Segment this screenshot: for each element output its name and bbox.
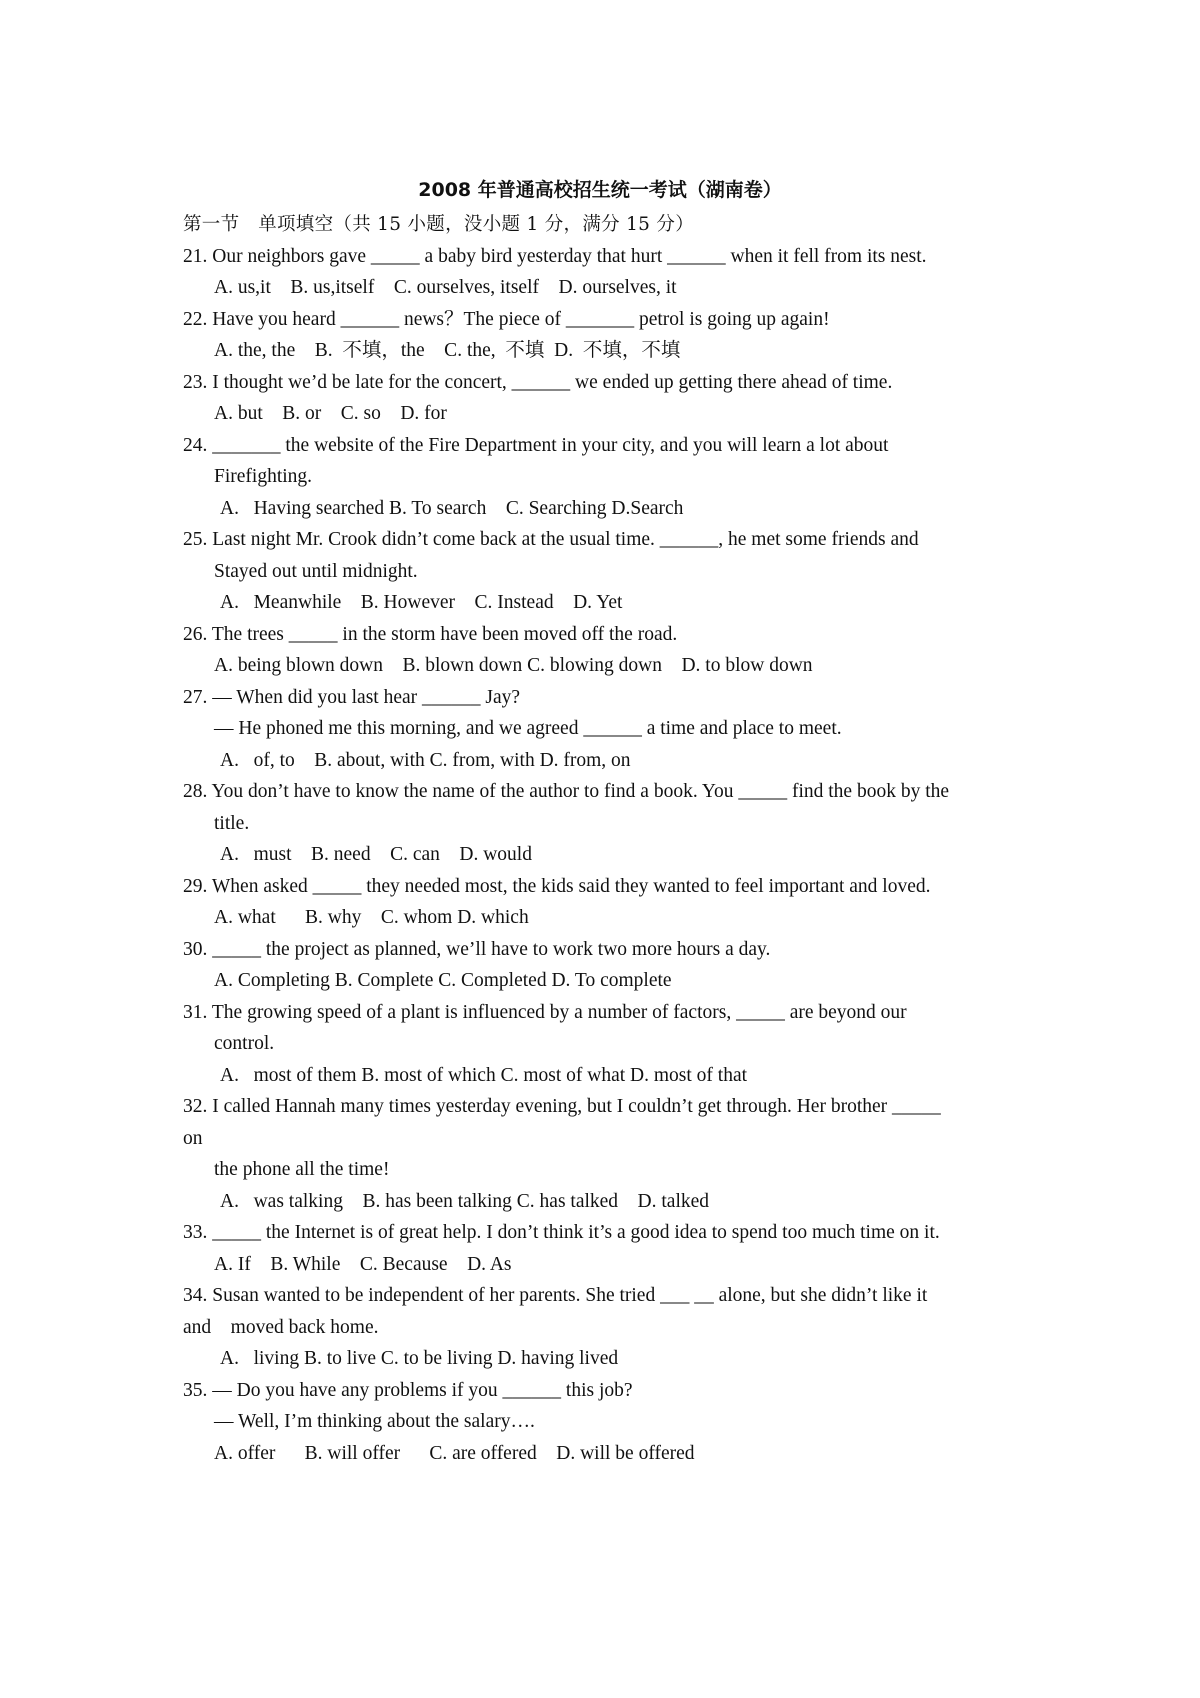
question-stem: 21. Our neighbors gave _____ a baby bird yesterday that hurt ______ when it fell from its nest. [183,245,927,267]
question-options: A. living B. to live C. to be living D. having lived [220,1348,619,1369]
question-stem: 25. Last night Mr. Crook didn’t come back at the usual time. ______, he met some friends and [183,529,919,550]
question-options: A. most of them B. most of which C. most of what D. most of that [220,1064,748,1086]
question-options: A. but B. or C. so D. for [214,403,447,424]
question-stem-continued: — Well, I’m thinking about the salary…. [214,1411,535,1432]
question-27 [183,682,1025,777]
question-24 [183,430,1025,525]
question-stem: 22. Have you heard ______ news？The piece of _______ petrol is going up again! [183,308,830,330]
question-options: A. was talking B. has been talking C. has talked D. talked [220,1190,710,1212]
question-options: A. offer B. will offer C. are offered D. will be offered [214,1442,695,1464]
question-stem-continued: and moved back home. [183,1316,379,1338]
question-33 [183,1217,1025,1280]
question-26 [183,619,1025,682]
question-stem-continued: title. [214,812,250,834]
question-31 [183,997,1025,1092]
question-stem: 24. _______ the website of the Fire Department in your city, and you will learn a lot about [183,434,889,456]
question-30 [183,934,1025,997]
question-25 [183,524,1025,619]
question-stem-continued: control. [214,1033,275,1054]
question-stem-continued: — He phoned me this morning, and we agreed ______ a time and place to meet. [214,718,842,739]
question-stem: 28. You don’t have to know the name of the author to find a book. You _____ find the book by the [183,781,950,802]
question-stem-continued: Stayed out until midnight. [214,560,418,582]
question-options: A. the, the B. 不填，the C. the, 不填 D. 不填，不填 [214,340,681,361]
question-stem: 26. The trees _____ in the storm have been moved off the road. [183,623,678,645]
question-options: A. Completing B. Complete C. Completed D. To complete [214,970,672,991]
question-stem-continued: on [183,1127,203,1149]
question-options: A. Meanwhile B. However C. Instead D. Yet [220,592,623,613]
question-stem-continued: Firefighting. [214,466,313,487]
question-stem: 35. — Do you have any problems if you ______ this job? [183,1379,633,1401]
question-stem: 30. _____ the project as planned, we’ll have to work two more hours a day. [183,938,771,960]
question-28 [183,776,1025,871]
question-section [183,209,1025,1469]
question-stem: 33. _____ the Internet is of great help. I don’t think it’s a good idea to spend too much time on it. [183,1222,940,1243]
question-32 [183,1091,1025,1217]
question-options: A. of, to B. about, with C. from, with D. from, on [220,749,631,771]
question-22 [183,304,1025,367]
question-stem: 23. I thought we’d be late for the concert, ______ we ended up getting there ahead of time. [183,371,893,393]
question-35 [183,1375,1025,1470]
question-23 [183,367,1025,430]
document-title: 2008 年普通高校招生统一考试（湖南卷） [418,179,782,201]
question-stem: 27. — When did you last hear ______ Jay? [183,686,521,708]
section-header: 第一节 单项填空（共 15 小题，没小题 1 分，满分 15 分） [183,214,695,235]
question-stem-continued: the phone all the time! [214,1159,390,1180]
question-options: A. must B. need C. can D. would [220,844,532,865]
question-options: A. us,it B. us,itself C. ourselves, itself D. ourselves, it [214,277,677,298]
question-options: A. If B. While C. Because D. As [214,1253,512,1275]
question-stem: 29. When asked _____ they needed most, the kids said they wanted to feel important and loved. [183,875,931,897]
question-stem: 31. The growing speed of a plant is influenced by a number of factors, _____ are beyond our [183,1001,907,1023]
question-29 [183,871,1025,934]
question-stem: 34. Susan wanted to be independent of her parents. She tried ___ __ alone, but she didn’t like it [183,1285,928,1306]
question-options: A. what B. why C. whom D. which [214,907,529,928]
question-options: A. being blown down B. blown down C. blowing down D. to blow down [214,655,813,676]
question-stem: 32. I called Hannah many times yesterday evening, but I couldn’t get through. Her brother _____ [183,1096,941,1117]
question-21 [183,241,1025,304]
question-options: A. Having searched B. To search C. Searching D.Search [220,497,684,519]
question-34 [183,1280,1025,1375]
